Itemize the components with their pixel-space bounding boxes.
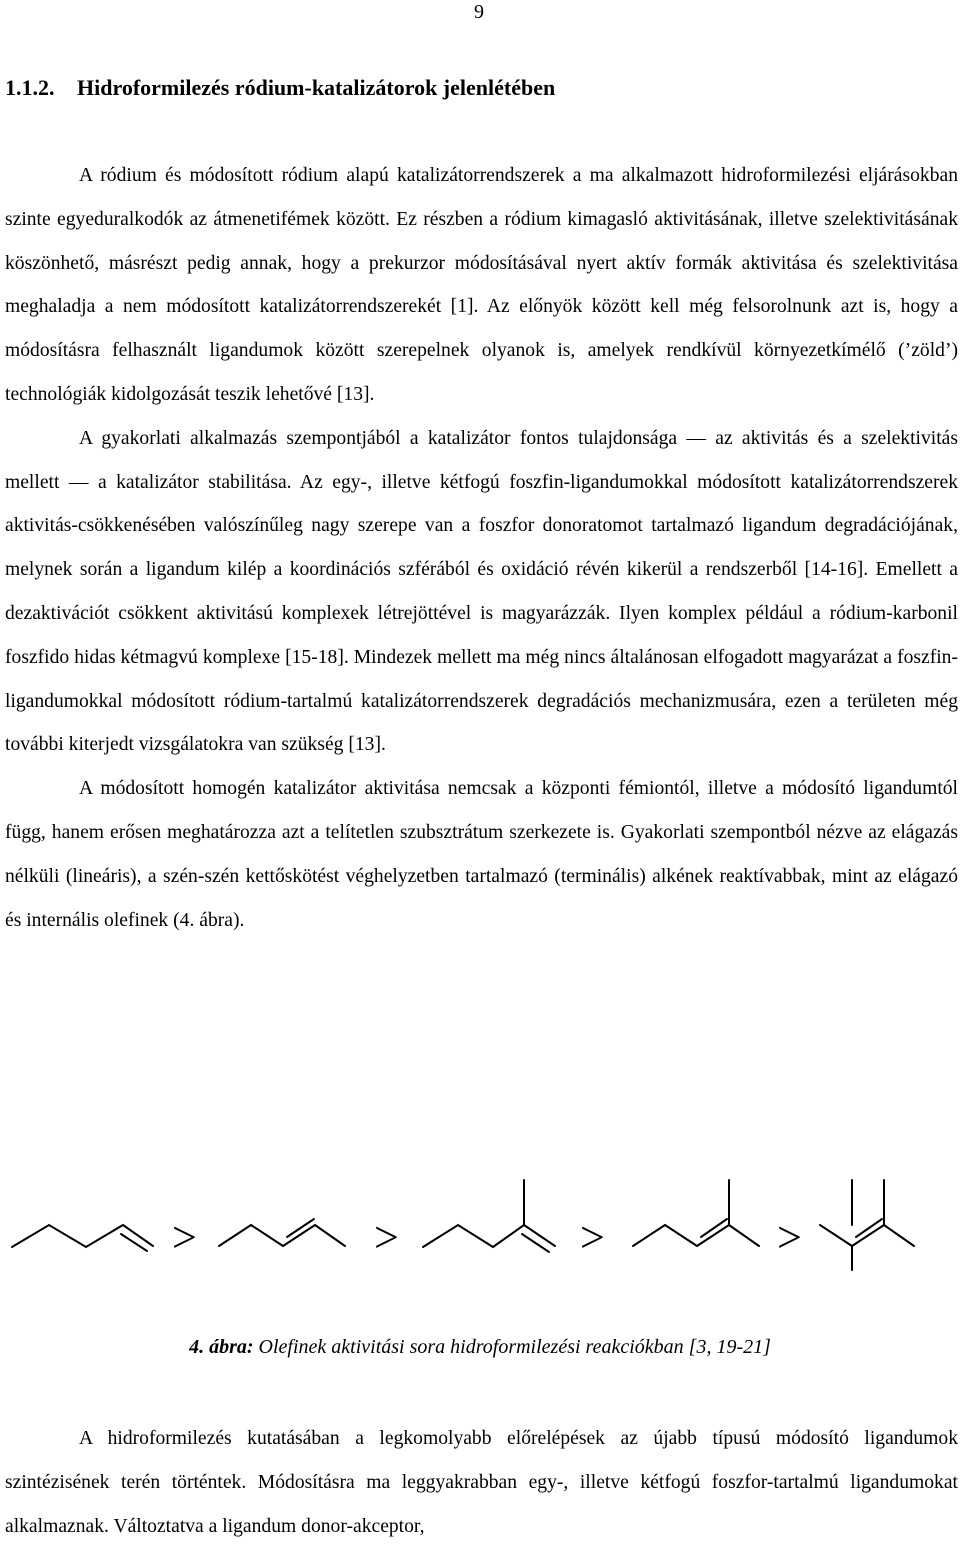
olefin-structures	[0, 1170, 960, 1280]
terminal-linear-olefin	[12, 1225, 153, 1251]
paragraph: A ródium és módosított ródium alapú katalizátorrendszerek a ma alkalmazott hidroformilezési eljárásokban szinte egyeduralkodók az átmenetifémek között. Ez részben a ródium kimagasló aktivitásának, illetve szelektivitásának köszönhető, másrészt pedig annak, hogy a prekurzor módosításával nyert aktív formák aktivitása és szelektivitása meghaladja a nem módosított katalizátorrendszerekét [1]. Az előnyök között kell még felsorolnunk azt is, hogy a módosításra felhasznált ligandumok között szerepelnek olyanok is, amelyek rendkívül környezetkímélő (’zöld’) technológiák kidolgozását teszik lehetővé [13].	[5, 165, 958, 405]
paragraph: A hidroformilezés kutatásában a legkomolyabb előrelépések az újabb típusú módosító ligandumok szintézisének terén történtek. Módosításra ma leggyakrabban egy-, illetve kétfogú foszfor-tartalmú ligandumokat alkalmaznak. Változtatva a ligandum donor-akceptor,	[5, 1428, 958, 1537]
terminal-branched-olefin	[423, 1180, 555, 1252]
paragraph: A módosított homogén katalizátor aktivitása nemcsak a központi fémiontól, illetve a módosító ligandumtól függ, hanem erősen meghatározza azt a telítetlen szubsztrátum szerkezete is. Gyakorlati szempontból nézve az elágazás nélküli (lineáris), a szén-szén kettőskötést véghelyzetben tartalmazó (terminális) alkének reaktívabbak, mint az elágazó és internális olefinek (4. ábra).	[5, 778, 958, 931]
internal-branched-olefin	[633, 1180, 759, 1246]
caption-text: Olefinek aktivitási sora hidroformilezési reakciókban [3, 19-21]	[258, 1336, 771, 1358]
internal-linear-olefin	[219, 1219, 345, 1246]
section-number: 1.1.2.	[5, 75, 55, 100]
olefin-activity-figure	[0, 1170, 960, 1280]
section-heading	[5, 74, 555, 102]
caption-label: 4. ábra:	[189, 1336, 254, 1358]
body-text	[5, 1417, 958, 1548]
page-number: 9	[474, 1, 484, 23]
paragraph: A gyakorlati alkalmazás szempontjából a katalizátor fontos tulajdonsága ― az aktivitás és a szelektivitás mellett ― a katalizátor stabilitása. Az egy-, illetve kétfogú foszfin-ligandumokkal módosított katalizátorrendszerek aktivitás-csökkenésében valószínűleg nagy szerepe van a foszfor donoratomot tartalmazó ligandum degradációjának, melynek során a ligandum kilép a koordinációs szférából és oxidáció révén kikerül a rendszerből [14-16]. Emellett a dezaktivációt csökkent aktivitású komplexek létrejöttével is magyarázzák. Ilyen komplex például a ródium-karbonil foszfido hidas kétmagvú komplexe [15-18]. Mindezek mellett ma még nincs általánosan elfogadott magyarázat a foszfin-ligandumokkal módosított ródium-tartalmú katalizátorrendszerek degradációs mechanizmusára, ezen a területen még további kiterjedt vizsgálatokra van szükség [13].	[5, 427, 958, 756]
figure-caption	[0, 1333, 960, 1361]
tetrasubstituted-olefin	[820, 1180, 914, 1270]
greater-than-sign: >	[777, 1213, 802, 1262]
greater-than-sign: >	[374, 1213, 399, 1262]
greater-than-sign: >	[580, 1213, 605, 1262]
body-text	[5, 154, 958, 942]
section-title: Hidroformilezés ródium-katalizátorok jelenlétében	[77, 75, 556, 100]
greater-than-sign: >	[172, 1213, 197, 1262]
